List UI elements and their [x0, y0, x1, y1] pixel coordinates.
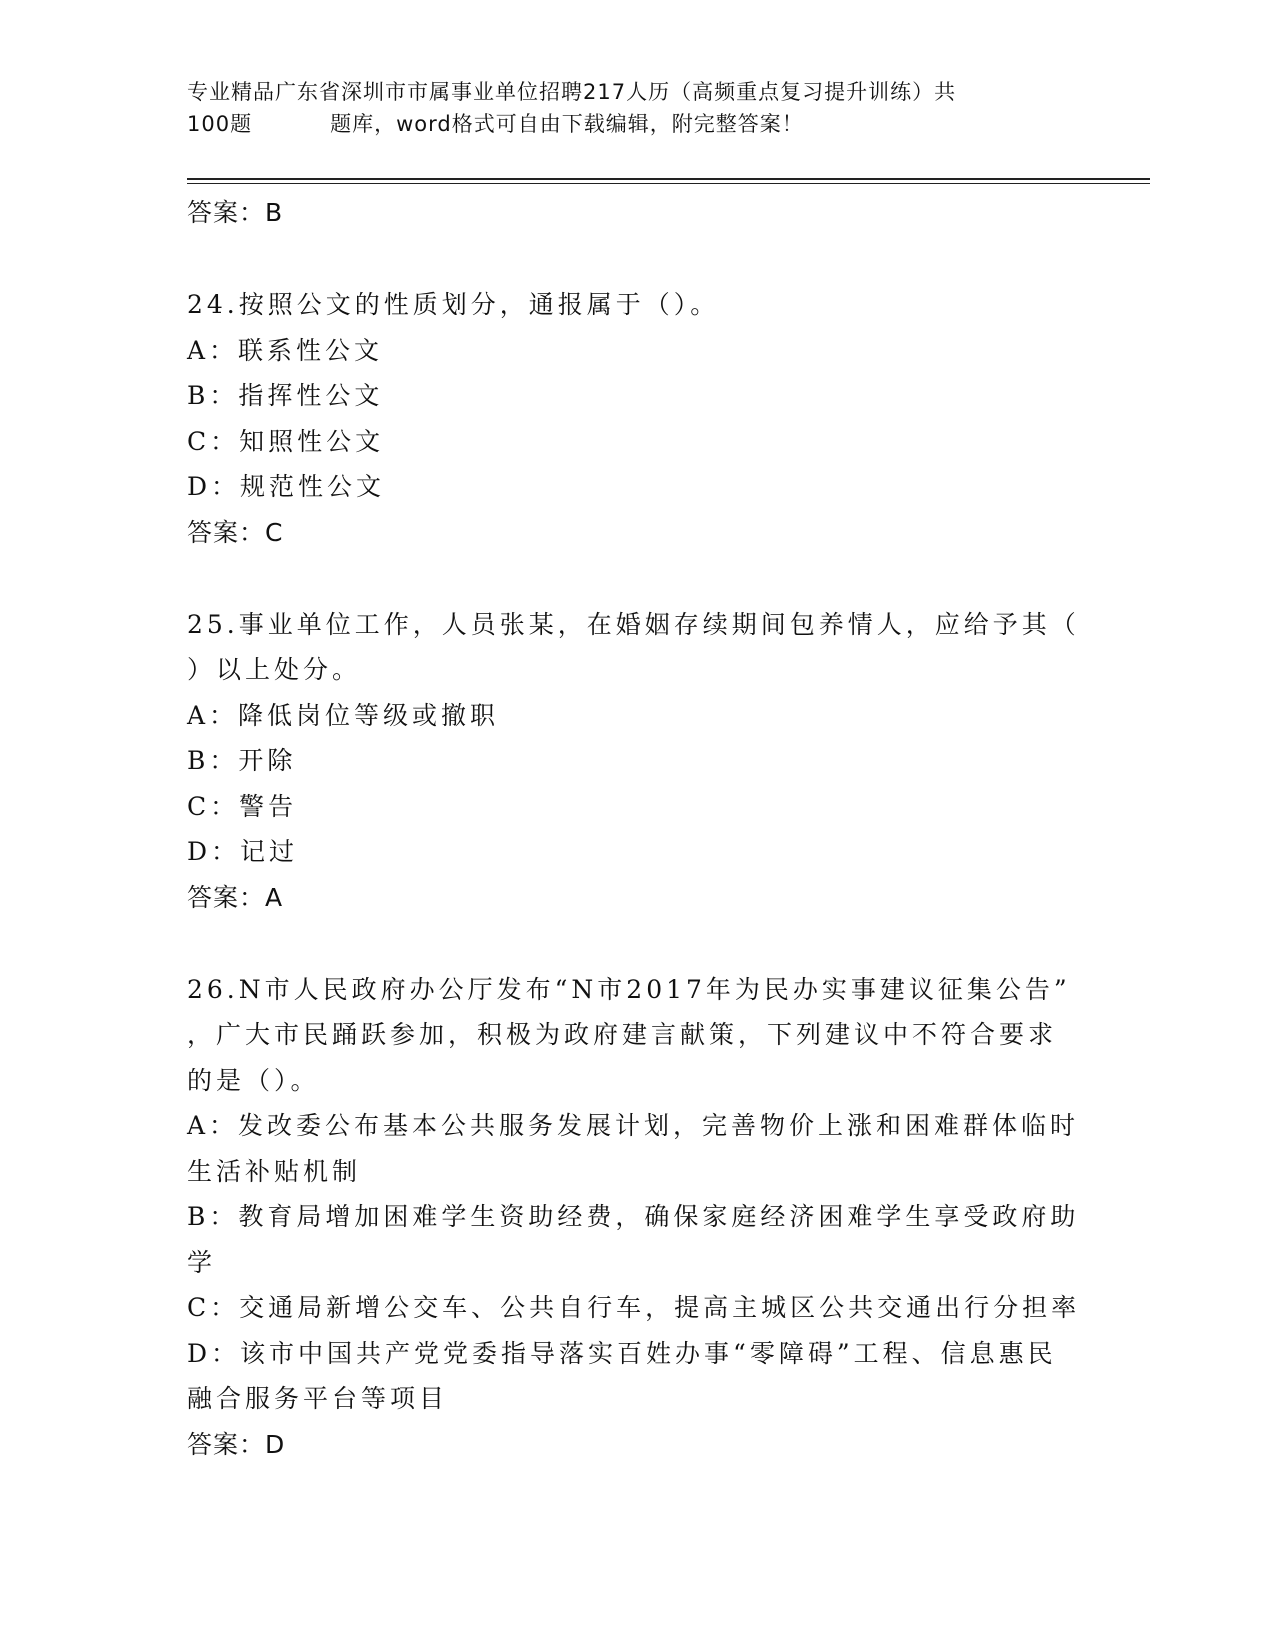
header-count: 100题	[187, 112, 253, 136]
question-option: C：警告	[187, 791, 298, 821]
question-option: 生活补贴机制	[187, 1156, 362, 1186]
header-line-2	[187, 108, 1087, 140]
question-option: D：规范性公文	[187, 472, 386, 501]
question-option: B：教育局增加困难学生资助经费，确保家庭经济困难学生享受政府助	[187, 1202, 1080, 1231]
header-line-1: 专业精品广东省深圳市市属事业单位招聘217人历（高频重点复习提升训练）共	[187, 80, 957, 104]
header-rule-thick	[187, 178, 1150, 180]
header-rule-thin	[187, 183, 1150, 184]
question-option: C：知照性公文	[187, 426, 385, 456]
question-block	[187, 282, 1087, 602]
question-block	[187, 602, 1087, 967]
question-stem: 25.事业单位工作，人员张某，在婚姻存续期间包养情人，应给予其（	[187, 609, 1080, 639]
question-list	[187, 282, 1087, 1468]
question-option: C：交通局新增公交车、公共自行车，提高主城区公共交通出行分担率	[187, 1293, 1081, 1322]
question-content	[187, 190, 1087, 1468]
question-option: B：指挥性公文	[187, 381, 384, 410]
document-header	[187, 76, 1087, 140]
answer-line: 答案：C	[187, 517, 284, 547]
question-option: A：发改委公布基本公共服务发展计划，完善物价上涨和困难群体临时	[187, 1111, 1080, 1140]
header-tail: 题库，word格式可自由下载编辑，附完整答案！	[330, 112, 804, 136]
question-option: B：开除	[187, 746, 297, 775]
previous-answer: 答案：B	[187, 198, 284, 227]
question-option: A：联系性公文	[187, 335, 384, 365]
question-stem: ）以上处分。	[187, 655, 362, 684]
answer-line: 答案：A	[187, 882, 284, 912]
answer-line: 答案：D	[187, 1429, 286, 1459]
question-option: A：降低岗位等级或撤职	[187, 700, 500, 730]
question-stem: 26.N市人民政府办公厅发布“N市2017年为民办实事建议征集公告”	[187, 974, 1071, 1004]
question-option: D：该市中国共产党党委指导落实百姓办事“零障碍”工程、信息惠民	[187, 1338, 1057, 1368]
question-option: 融合服务平台等项目	[187, 1384, 449, 1413]
question-stem: 24.按照公文的性质划分，通报属于（）。	[187, 290, 720, 319]
question-block	[187, 967, 1087, 1468]
question-option: D：记过	[187, 837, 299, 866]
question-stem: ，广大市民踊跃参加，积极为政府建言献策，下列建议中不符合要求	[187, 1020, 1058, 1049]
question-stem: 的是（）。	[187, 1065, 320, 1095]
question-option: 学	[187, 1247, 217, 1277]
